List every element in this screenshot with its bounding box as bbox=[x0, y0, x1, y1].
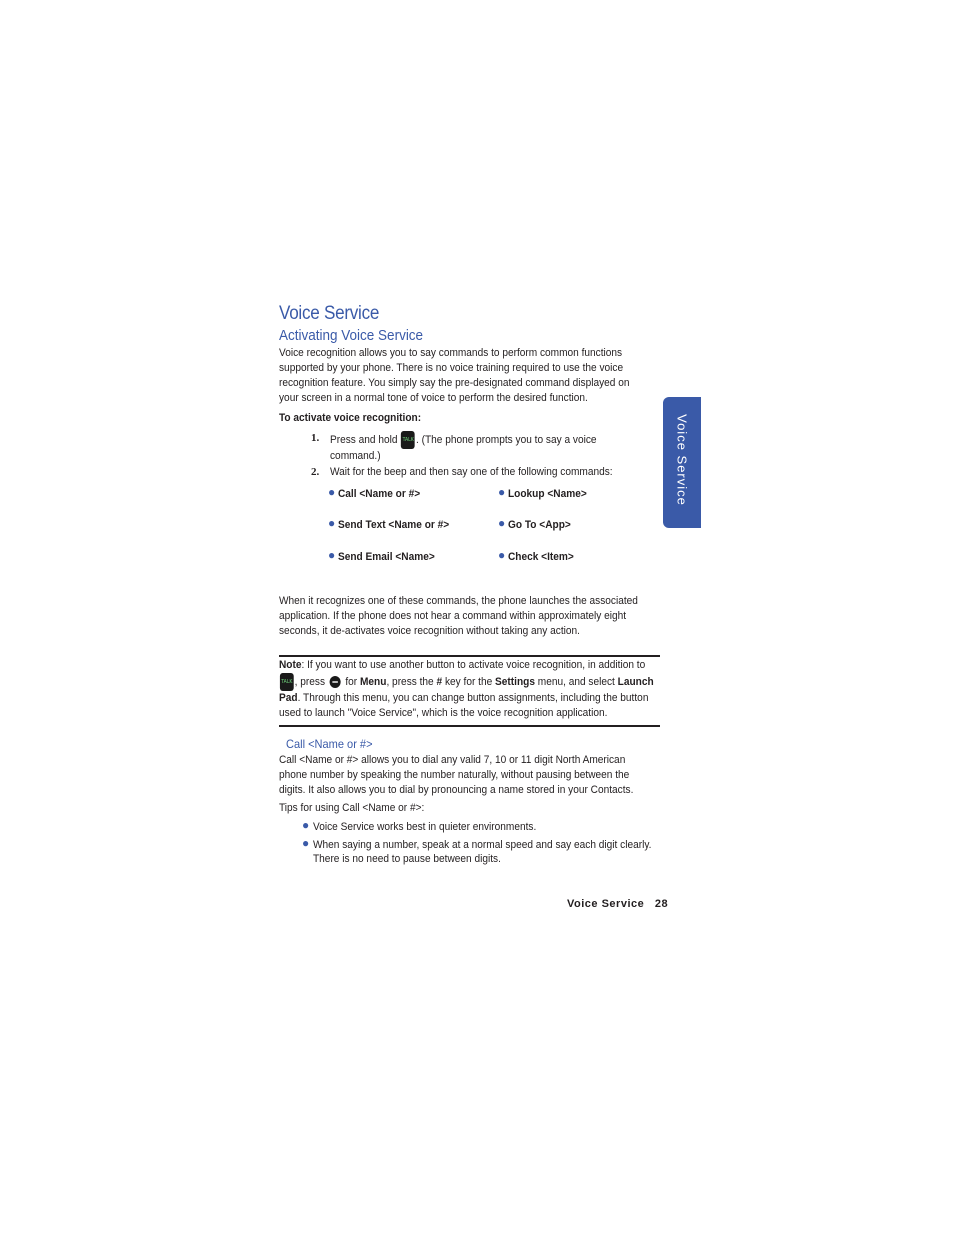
step-number: 2. bbox=[311, 466, 320, 478]
menu-key-icon bbox=[330, 676, 341, 688]
note-top-rule bbox=[279, 655, 660, 657]
bullet-icon: ● bbox=[328, 485, 336, 499]
page-title: Voice Service bbox=[279, 303, 380, 324]
note-bottom-rule bbox=[279, 725, 660, 727]
note-box: Note: If you want to use another button to activate voice recognition, in addition to TALK , press for Menu, press the # key for the Settings menu, and select Launch Pad. Through this menu, you can change button assignments, including the button used to launch "Voice Service", which is the voice recognition application. bbox=[279, 659, 654, 719]
section-heading: Activating Voice Service bbox=[279, 327, 424, 344]
talk-key-icon: TALK bbox=[401, 431, 415, 449]
step-number: 1. bbox=[311, 432, 320, 444]
side-tab-label: Voice Service bbox=[674, 414, 690, 506]
tips-label: Tips for using Call <Name or #>: bbox=[279, 802, 425, 814]
after-commands-paragraph: When it recognizes one of these commands, the phone launches the associated application. If the phone does not hear a command within approximately eight seconds, it de-activates voice recognition without taking any action. bbox=[279, 595, 638, 637]
footer-section: Voice Service bbox=[567, 898, 645, 910]
bullet-icon: ● bbox=[302, 836, 310, 850]
tip-item: ● When saying a number, speak at a normal speed and say each digit clearly. There is no need to pause between digits. bbox=[302, 836, 652, 865]
call-heading: Call <Name or #> bbox=[286, 737, 373, 751]
command-call: ● Call <Name or #> bbox=[328, 485, 421, 500]
intro-paragraph: Voice recognition allows you to say commands to perform common functions supported by your phone. There is no voice training required to use the voice recognition feature. You simply say the pre-designated command displayed on your screen in a normal tone of voice to perform the desired function. bbox=[279, 347, 630, 404]
bullet-icon: ● bbox=[498, 548, 506, 562]
procedure-label: To activate voice recognition: bbox=[279, 412, 422, 424]
page-footer bbox=[567, 898, 668, 910]
call-paragraph: Call <Name or #> allows you to dial any valid 7, 10 or 11 digit North American phone number by speaking the number naturally, without pausing between the digits. It also allows you to dial by pronouncing a name stored in your Contacts. bbox=[279, 754, 634, 796]
command-send-text: ● Send Text <Name or #> bbox=[328, 516, 450, 531]
bullet-icon: ● bbox=[328, 516, 336, 530]
bullet-icon: ● bbox=[498, 485, 506, 499]
command-send-email: ● Send Email <Name> bbox=[328, 548, 435, 563]
bullet-icon: ● bbox=[302, 818, 310, 832]
bullet-icon: ● bbox=[328, 548, 336, 562]
bullet-icon: ● bbox=[498, 516, 506, 530]
command-go-to: ● Go To <App> bbox=[498, 516, 571, 531]
command-check: ● Check <Item> bbox=[498, 548, 574, 563]
step-text: Wait for the beep and then say one of the following commands: bbox=[330, 466, 613, 478]
talk-key-icon: TALK bbox=[280, 673, 294, 691]
command-lookup: ● Lookup <Name> bbox=[498, 485, 587, 500]
page-number: 28 bbox=[654, 898, 669, 910]
step-text: Press and hold TALK . (The phone prompts you to say a voice command.) bbox=[330, 431, 606, 463]
tip-item: ● Voice Service works best in quieter environments. bbox=[302, 818, 537, 833]
